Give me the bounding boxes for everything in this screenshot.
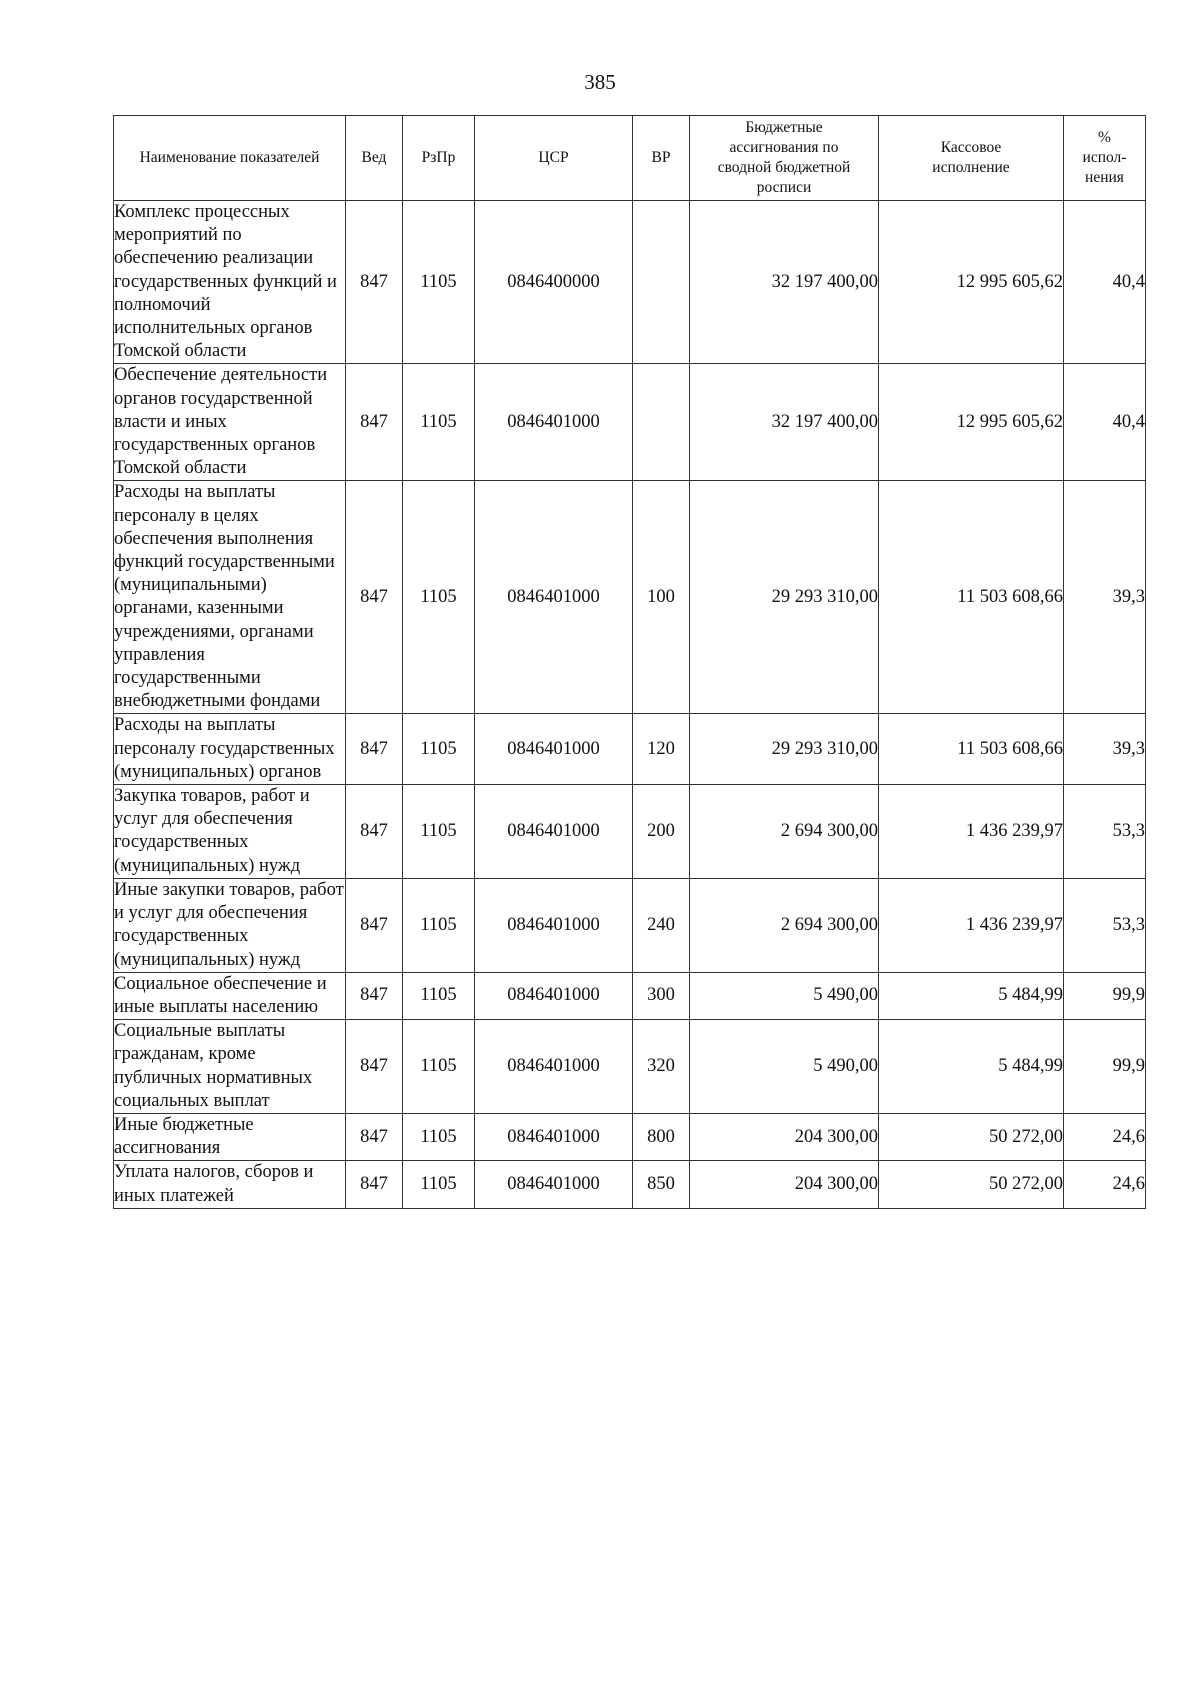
table-row (114, 714, 1146, 785)
table-row (114, 1113, 1146, 1160)
cell-percent: 99,9 (1064, 1020, 1146, 1114)
cell-assignments: 32 197 400,00 (690, 201, 879, 364)
cell-percent: 39,3 (1064, 481, 1146, 714)
table-body (114, 201, 1146, 1209)
cell-vr: 120 (633, 714, 690, 785)
cell-csr: 0846401000 (475, 785, 633, 879)
cell-rzpr: 1105 (403, 1020, 475, 1114)
cell-name: Расходы на выплаты персоналу государственных (муниципальных) органов (114, 714, 346, 785)
cell-csr: 0846401000 (475, 1113, 633, 1160)
cell-assignments: 2 694 300,00 (690, 878, 879, 972)
cell-csr: 0846401000 (475, 878, 633, 972)
cell-rzpr: 1105 (403, 364, 475, 481)
cell-ved: 847 (346, 878, 403, 972)
cell-execution: 1 436 239,97 (879, 878, 1064, 972)
cell-name: Социальные выплаты гражданам, кроме публичных нормативных социальных выплат (114, 1020, 346, 1114)
cell-vr: 100 (633, 481, 690, 714)
cell-name: Иные закупки товаров, работ и услуг для обеспечения государственных (муниципальных) нужд (114, 878, 346, 972)
table-header-row (114, 116, 1146, 201)
table-row (114, 785, 1146, 879)
cell-rzpr: 1105 (403, 1113, 475, 1160)
cell-assignments: 2 694 300,00 (690, 785, 879, 879)
cell-ved: 847 (346, 201, 403, 364)
cell-assignments: 5 490,00 (690, 972, 879, 1019)
cell-name: Уплата налогов, сборов и иных платежей (114, 1161, 346, 1208)
table-row (114, 481, 1146, 714)
cell-assignments: 29 293 310,00 (690, 481, 879, 714)
cell-csr: 0846401000 (475, 481, 633, 714)
cell-assignments: 204 300,00 (690, 1113, 879, 1160)
cell-rzpr: 1105 (403, 878, 475, 972)
cell-percent: 53,3 (1064, 878, 1146, 972)
header-execution: Кассовое исполнение (879, 116, 1064, 201)
cell-assignments: 5 490,00 (690, 1020, 879, 1114)
table-row (114, 201, 1146, 364)
page-number: 385 (584, 70, 616, 94)
budget-execution-table (113, 115, 1146, 1209)
cell-csr: 0846401000 (475, 1161, 633, 1208)
header-csr: ЦСР (475, 116, 633, 201)
cell-rzpr: 1105 (403, 714, 475, 785)
cell-name: Обеспечение деятельности органов государственной власти и иных государственных органов Томской области (114, 364, 346, 481)
cell-ved: 847 (346, 972, 403, 1019)
cell-ved: 847 (346, 714, 403, 785)
cell-ved: 847 (346, 1161, 403, 1208)
cell-csr: 0846401000 (475, 1020, 633, 1114)
cell-execution: 1 436 239,97 (879, 785, 1064, 879)
cell-execution: 11 503 608,66 (879, 714, 1064, 785)
cell-vr (633, 364, 690, 481)
cell-vr: 200 (633, 785, 690, 879)
cell-execution: 11 503 608,66 (879, 481, 1064, 714)
cell-rzpr: 1105 (403, 972, 475, 1019)
cell-execution: 50 272,00 (879, 1113, 1064, 1160)
table-row (114, 972, 1146, 1019)
cell-vr (633, 201, 690, 364)
cell-name: Закупка товаров, работ и услуг для обеспечения государственных (муниципальных) нужд (114, 785, 346, 879)
cell-ved: 847 (346, 364, 403, 481)
table-row (114, 1161, 1146, 1208)
header-vr: ВР (633, 116, 690, 201)
cell-vr: 800 (633, 1113, 690, 1160)
cell-ved: 847 (346, 481, 403, 714)
cell-ved: 847 (346, 785, 403, 879)
cell-execution: 12 995 605,62 (879, 201, 1064, 364)
cell-vr: 320 (633, 1020, 690, 1114)
cell-name: Социальное обеспечение и иные выплаты населению (114, 972, 346, 1019)
cell-percent: 24,6 (1064, 1113, 1146, 1160)
cell-vr: 300 (633, 972, 690, 1019)
cell-name: Расходы на выплаты персоналу в целях обеспечения выполнения функций государственными (муниципальными) органами, казенными учреждениями, органами управления государственными внебюджетными фондами (114, 481, 346, 714)
table-row (114, 878, 1146, 972)
header-rzpr: РзПр (403, 116, 475, 201)
cell-name: Комплекс процессных мероприятий по обеспечению реализации государственных функций и полномочий исполнительных органов Томской области (114, 201, 346, 364)
cell-assignments: 29 293 310,00 (690, 714, 879, 785)
cell-vr: 850 (633, 1161, 690, 1208)
cell-assignments: 32 197 400,00 (690, 364, 879, 481)
cell-percent: 39,3 (1064, 714, 1146, 785)
table-row (114, 364, 1146, 481)
header-assignments: Бюджетные ассигнования по сводной бюджетной росписи (690, 116, 879, 201)
header-percent: % испол-нения (1064, 116, 1146, 201)
cell-percent: 53,3 (1064, 785, 1146, 879)
cell-name: Иные бюджетные ассигнования (114, 1113, 346, 1160)
table-row (114, 1020, 1146, 1114)
cell-percent: 99,9 (1064, 972, 1146, 1019)
cell-rzpr: 1105 (403, 785, 475, 879)
cell-ved: 847 (346, 1113, 403, 1160)
cell-percent: 40,4 (1064, 364, 1146, 481)
cell-execution: 50 272,00 (879, 1161, 1064, 1208)
header-ved: Вед (346, 116, 403, 201)
cell-ved: 847 (346, 1020, 403, 1114)
cell-csr: 0846401000 (475, 714, 633, 785)
cell-execution: 12 995 605,62 (879, 364, 1064, 481)
cell-execution: 5 484,99 (879, 1020, 1064, 1114)
cell-csr: 0846401000 (475, 972, 633, 1019)
cell-csr: 0846400000 (475, 201, 633, 364)
cell-execution: 5 484,99 (879, 972, 1064, 1019)
cell-percent: 24,6 (1064, 1161, 1146, 1208)
header-name: Наименование показателей (114, 116, 346, 201)
cell-vr: 240 (633, 878, 690, 972)
cell-rzpr: 1105 (403, 481, 475, 714)
cell-rzpr: 1105 (403, 1161, 475, 1208)
cell-rzpr: 1105 (403, 201, 475, 364)
cell-csr: 0846401000 (475, 364, 633, 481)
cell-assignments: 204 300,00 (690, 1161, 879, 1208)
cell-percent: 40,4 (1064, 201, 1146, 364)
